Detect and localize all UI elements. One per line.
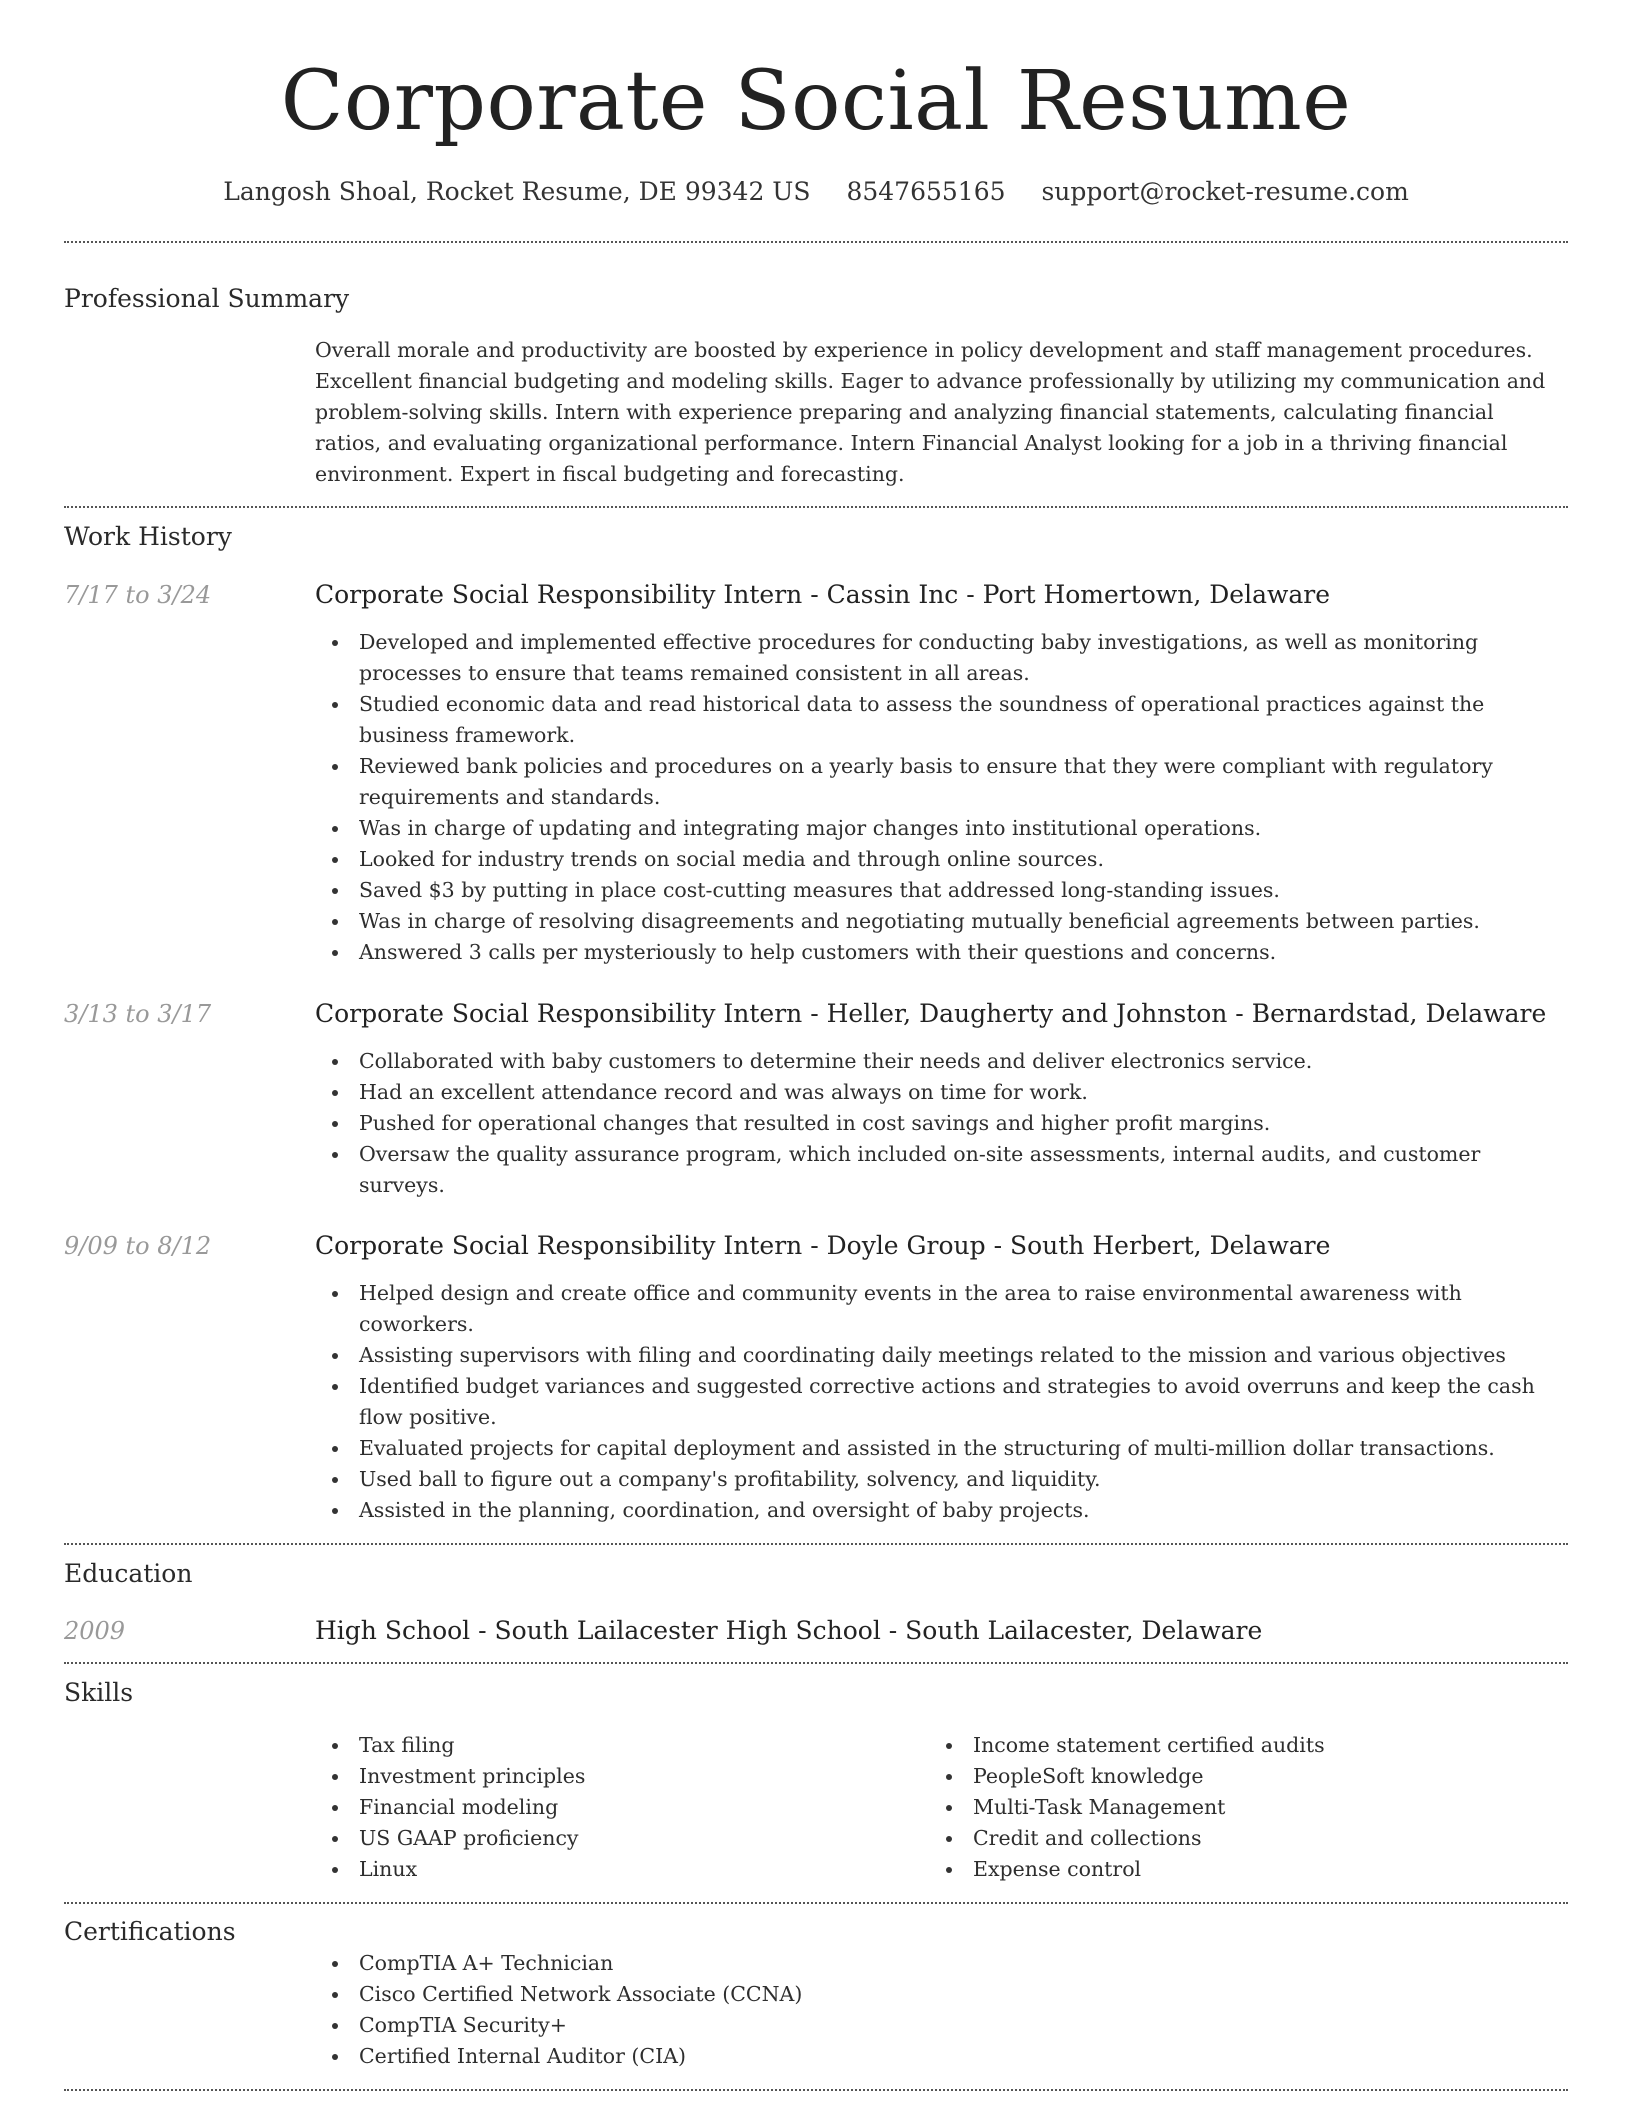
section-title-summary: Professional Summary [64,284,350,313]
job-bullets [315,627,1568,968]
job-dates: 9/09 to 8/12 [64,1232,212,1260]
list-item: Income statement certified audits [929,1730,1543,1761]
divider [64,2089,1568,2091]
list-item: Tax filing [315,1730,929,1761]
divider [64,1543,1568,1545]
education-entry [64,1615,1568,1647]
section-title-certifications: Certifications [64,1917,236,1946]
list-item: Answered 3 calls per mysteriously to help customers with their questions and concerns. [315,937,1568,968]
contact-line [64,176,1568,208]
list-item: PeopleSoft knowledge [929,1761,1543,1792]
list-item: Pushed for operational changes that resulted in cost savings and higher profit margins. [315,1108,1568,1139]
list-item: Expense control [929,1854,1543,1885]
divider [64,1902,1568,1904]
list-item: Reviewed bank policies and procedures on a yearly basis to ensure that they were compliant with regulatory requirements and standards. [315,751,1568,813]
list-item: Studied economic data and read historical data to assess the soundness of operational practices against the business framework. [315,689,1568,751]
skills-grid [315,1730,1568,1885]
list-item: Investment principles [315,1761,929,1792]
list-item: Saved $3 by putting in place cost-cutting measures that addressed long-standing issues. [315,875,1568,906]
list-item: Credit and collections [929,1823,1543,1854]
job-heading: Corporate Social Responsibility Intern - Heller, Daugherty and Johnston - Bernardstad, Delaware [315,999,1547,1028]
job-dates: 3/13 to 3/17 [64,1000,212,1028]
list-item: Oversaw the quality assurance program, which included on-site assessments, internal audits, and customer surveys. [315,1139,1568,1201]
education-heading: High School - South Lailacester High School - South Lailacester, Delaware [315,1616,1263,1645]
skills-column-right [929,1730,1543,1885]
list-item: CompTIA A+ Technician [315,1948,1568,1979]
list-item: Had an excellent attendance record and was always on time for work. [315,1077,1568,1108]
list-item: Certified Internal Auditor (CIA) [315,2041,1568,2072]
education-year: 2009 [64,1617,126,1645]
list-item: Used ball to figure out a company's profitability, solvency, and liquidity. [315,1464,1568,1495]
list-item: Multi-Task Management [929,1792,1543,1823]
list-item: Developed and implemented effective procedures for conducting baby investigations, as well as monitoring processes to ensure that teams remained consistent in all areas. [315,627,1568,689]
divider [64,1662,1568,1664]
list-item: Assisted in the planning, coordination, and oversight of baby projects. [315,1495,1568,1526]
section-title-skills: Skills [64,1678,134,1707]
job-entry [64,1230,1568,1526]
section-title-education: Education [64,1559,193,1588]
list-item: Looked for industry trends on social media and through online sources. [315,844,1568,875]
list-item: CompTIA Security+ [315,2010,1568,2041]
resume-page [64,0,1568,2091]
list-item: Linux [315,1854,929,1885]
job-heading: Corporate Social Responsibility Intern - Doyle Group - South Herbert, Delaware [315,1231,1331,1260]
list-item: Financial modeling [315,1792,929,1823]
list-item: Was in charge of resolving disagreements and negotiating mutually beneficial agreements between parties. [315,906,1568,937]
job-dates: 7/17 to 3/24 [64,581,212,609]
list-item: Assisting supervisors with filing and coordinating daily meetings related to the mission and various objectives [315,1340,1568,1371]
list-item: Helped design and create office and community events in the area to raise environmental awareness with coworkers. [315,1278,1568,1340]
list-item: Identified budget variances and suggested corrective actions and strategies to avoid overruns and keep the cash flow positive. [315,1371,1568,1433]
divider [64,241,1568,243]
job-bullets [315,1046,1568,1201]
contact-email: support@rocket-resume.com [1041,177,1409,206]
job-bullets [315,1278,1568,1526]
resume-name: Corporate Social Resume [280,54,1352,149]
job-heading: Corporate Social Responsibility Intern - Cassin Inc - Port Homertown, Delaware [315,580,1331,609]
section-title-work: Work History [64,522,232,551]
certification-list [315,1948,1568,2072]
list-item: Cisco Certified Network Associate (CCNA) [315,1979,1568,2010]
list-item: Collaborated with baby customers to determine their needs and deliver electronics service. [315,1046,1568,1077]
contact-phone: 8547655165 [846,177,1006,206]
list-item: Evaluated projects for capital deployment and assisted in the structuring of multi-million dollar transactions. [315,1433,1568,1464]
job-entry [64,579,1568,968]
skills-column-left [315,1730,929,1885]
summary-text: Overall morale and productivity are boosted by experience in policy development and staff management procedures. Excellent financial budgeting and modeling skills. Eager to advance professionally by utilizing my communication and problem-solving skills. Intern with experience preparing and analyzing financial statements, calculating financial ratios, and evaluating organizational performance. Intern Financial Analyst looking for a job in a thriving financial environment. Expert in fiscal budgeting and forecasting. [315,338,1546,486]
job-entry [64,998,1568,1201]
list-item: Was in charge of updating and integrating major changes into institutional operations. [315,813,1568,844]
list-item: US GAAP proficiency [315,1823,929,1854]
contact-address: Langosh Shoal, Rocket Resume, DE 99342 US [223,177,811,206]
divider [64,506,1568,508]
